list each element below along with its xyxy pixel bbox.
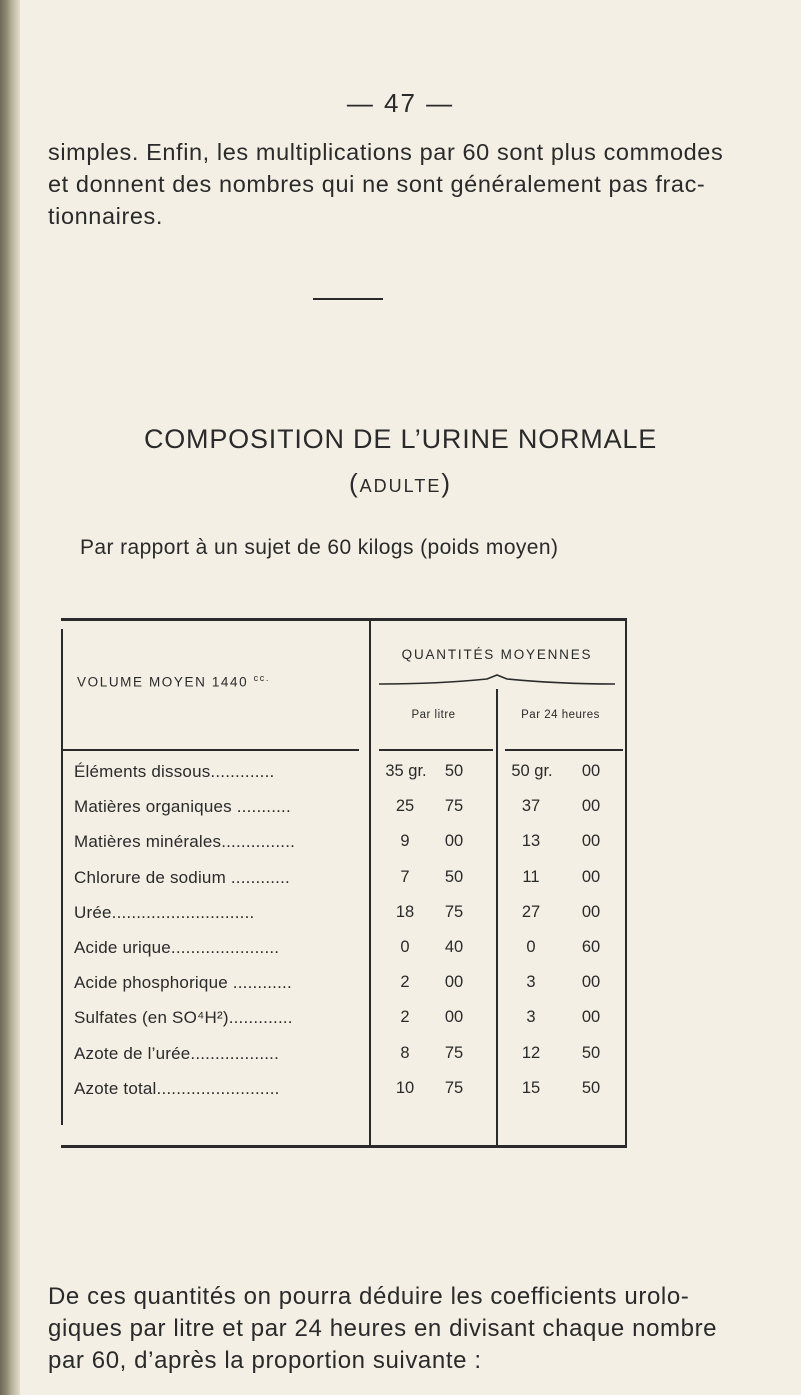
column-header-litre: Par litre [411,709,456,721]
subtitle-text: ADULTE [359,476,442,496]
reference-note: Par rapport à un sujet de 60 kilogs (poids moyen) [80,536,559,559]
litre-value-grams: 25 [395,797,415,816]
table-row [61,1079,625,1103]
volume-header-text: VOLUME MOYEN 1440 [77,674,249,690]
day-value-grams: 3 [526,973,536,992]
litre-value-decimal: 50 [444,867,464,886]
quantities-header: QUANTITÉS MOYENNES [401,647,593,662]
header-rule [63,749,359,751]
litre-value-decimal: 75 [444,797,464,816]
row-label: Matières minérales............... [74,832,296,852]
row-label: Urée............................. [74,902,255,922]
table-row [61,1044,625,1068]
day-value-decimal: 00 [581,797,601,816]
litre-value-grams: 7 [400,867,410,886]
top-paragraph [48,136,768,232]
day-value-decimal: 00 [581,973,601,992]
litre-value-decimal: 40 [444,938,464,956]
book-binding-shadow [0,0,20,1395]
row-label: Acide urique...................... [74,938,280,957]
litre-value-decimal: 75 [444,1078,464,1097]
day-value-grams: 37 [521,797,541,816]
litre-value-grams: 35 gr. [385,762,427,780]
litre-value-decimal: 50 [444,762,464,780]
litre-value-grams: 10 [395,1078,415,1097]
table-row [61,797,625,821]
day-value-decimal: 00 [581,1008,601,1027]
day-value-grams: 3 [526,1008,536,1027]
row-label: Sulfates (en SO⁴H²)............. [74,1008,293,1028]
paragraph-line: De ces quantités on pourra déduire les coefficients urolo- [48,1283,690,1310]
litre-value-decimal: 75 [444,1043,464,1062]
day-value-decimal: 50 [581,1078,601,1097]
day-value-decimal: 60 [581,938,601,956]
paragraph-line: giques par litre et par 24 heures en divisant chaque nombre [48,1315,718,1342]
day-value-decimal: 00 [581,902,601,921]
litre-value-decimal: 00 [444,832,464,851]
day-value-grams: 13 [521,832,541,851]
page-number: — 47 — [346,88,455,118]
day-value-grams: 11 [522,867,540,886]
day-value-grams: 12 [521,1043,541,1062]
section-title: COMPOSITION DE L’URINE NORMALE [143,424,658,454]
day-value-grams: 0 [526,938,536,956]
row-label: Azote de l’urée.................. [74,1043,280,1063]
litre-value-grams: 18 [395,902,415,921]
row-label: Acide phosphorique ............ [74,973,292,993]
paragraph-line: simples. Enfin, les multiplications par 60 sont plus commodes [48,139,724,165]
day-value-decimal: 50 [581,1043,601,1062]
day-value-decimal: 00 [581,832,601,851]
day-value-grams: 15 [521,1078,541,1097]
litre-value-grams: 0 [400,938,410,956]
paragraph-line: tionnaires. [48,203,164,229]
table-row [61,832,625,856]
header-rule [379,749,493,751]
composition-table [61,618,627,1148]
litre-value-grams: 8 [400,1043,410,1062]
day-value-decimal: 00 [581,867,601,886]
table-row [61,903,625,927]
table-row [61,973,625,997]
litre-value-grams: 9 [400,832,410,851]
litre-value-decimal: 00 [444,973,464,992]
table-row [61,938,625,962]
table-row [61,868,625,892]
section-subtitle: (ADULTE) [348,468,453,498]
day-value-decimal: 00 [581,762,601,780]
table-row [61,762,625,786]
litre-value-decimal: 00 [444,1008,464,1027]
paragraph-line: par 60, d’après la proportion suivante : [48,1347,482,1374]
header-rule [505,749,623,751]
volume-header [77,673,270,690]
column-header-24h: Par 24 heures [521,709,600,721]
table-row [61,1008,625,1032]
section-divider [313,298,383,300]
bottom-paragraph [48,1281,768,1377]
litre-value-grams: 2 [400,1008,410,1027]
day-value-grams: 27 [521,902,541,921]
row-label: Éléments dissous............. [74,762,275,781]
day-value-grams: 50 gr. [511,762,553,780]
row-label: Azote total......................... [74,1078,280,1098]
litre-value-grams: 2 [400,973,410,992]
row-label: Chlorure de sodium ............ [74,867,290,887]
brace-icon [377,673,617,687]
volume-unit: cc. [253,673,270,683]
litre-value-decimal: 75 [444,902,464,921]
paragraph-line: et donnent des nombres qui ne sont généralement pas frac- [48,171,706,197]
row-label: Matières organiques ........... [74,797,291,817]
